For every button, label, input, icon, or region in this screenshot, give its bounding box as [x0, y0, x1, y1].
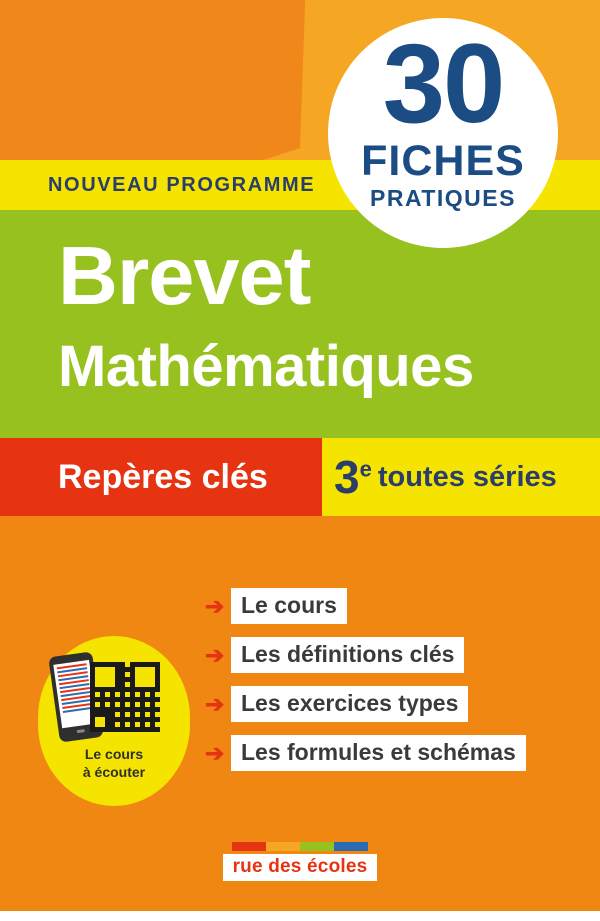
level-label [334, 451, 372, 503]
new-program-label: NOUVEAU PROGRAMME [48, 173, 316, 196]
level-number: 3 [334, 451, 360, 503]
level-band [322, 438, 600, 516]
feature-list [205, 588, 575, 784]
list-item-label: Les définitions clés [231, 637, 464, 673]
audio-course-label [38, 746, 190, 781]
list-item-label: Les exercices types [231, 686, 468, 722]
bottom-edge [0, 911, 600, 921]
arrow-right-icon: ➔ [205, 690, 225, 717]
smartphone-speaker [77, 729, 85, 733]
page-subtitle: Mathématiques [58, 334, 474, 399]
status-badge [328, 18, 558, 248]
badge-line1: FICHES [361, 137, 525, 185]
list-item [205, 588, 575, 624]
series-label: toutes séries [377, 460, 557, 493]
arrow-right-icon: ➔ [205, 592, 225, 619]
qr-code-icon[interactable] [90, 662, 160, 732]
list-item [205, 637, 575, 673]
badge-line2: PRATIQUES [370, 185, 516, 211]
arrow-right-icon: ➔ [205, 739, 225, 766]
list-item [205, 735, 575, 771]
smartphone-screen-lines [57, 663, 93, 713]
audio-course-line2: à écouter [82, 763, 146, 780]
keypoints-label: Repères clés [58, 457, 268, 496]
logo-bar-red [232, 842, 266, 851]
list-item-label: Le cours [231, 588, 347, 624]
qr-code-corner [90, 712, 110, 732]
publisher-logo [0, 842, 600, 881]
publisher-logo-bars [0, 842, 600, 851]
keypoints-band [0, 438, 322, 516]
logo-bar-green [300, 842, 334, 851]
level-exponent: e [359, 456, 372, 482]
audio-course-badge[interactable] [38, 636, 190, 806]
audio-course-line1: Le cours [84, 746, 144, 762]
list-item-label: Les formules et schémas [231, 735, 526, 771]
logo-bar-blue [334, 842, 368, 851]
logo-bar-orange [266, 842, 300, 851]
badge-number: 30 [382, 21, 504, 146]
list-item [205, 686, 575, 722]
arrow-right-icon: ➔ [205, 641, 225, 668]
publisher-name: rue des écoles [223, 854, 378, 881]
page-title: Brevet [58, 229, 311, 322]
